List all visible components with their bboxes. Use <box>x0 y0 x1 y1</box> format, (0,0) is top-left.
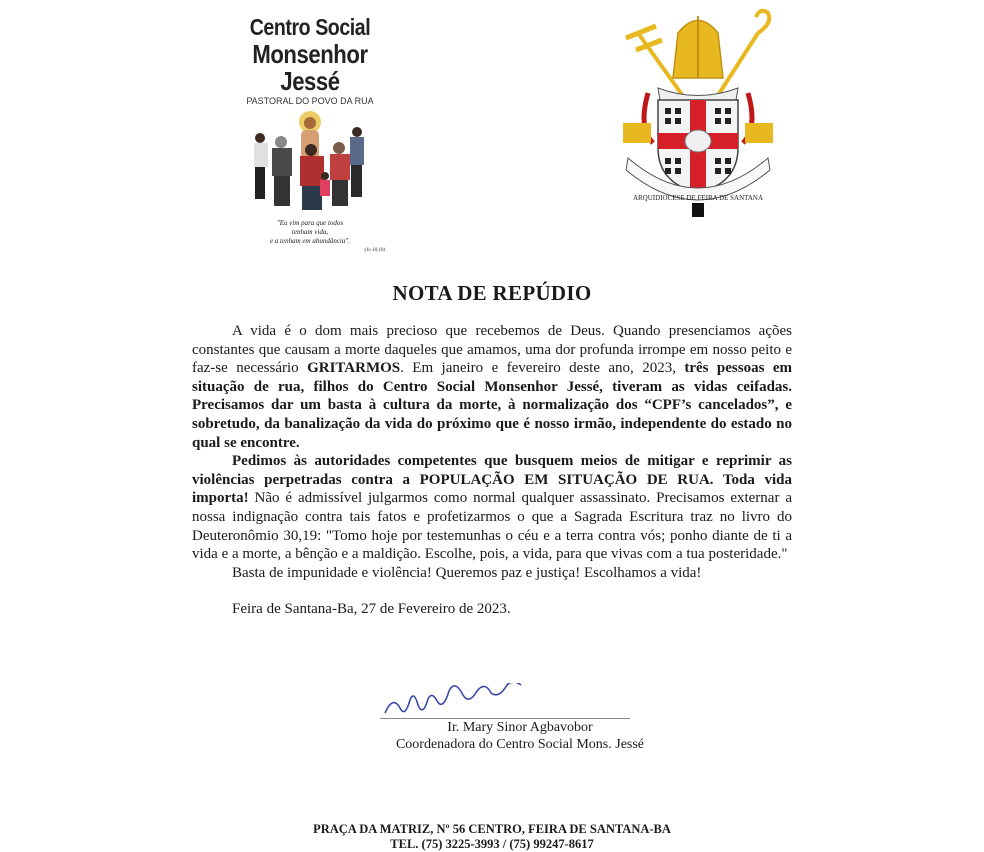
signatory <box>330 719 710 753</box>
date-line: Feira de Santana-Ba, 27 de Fevereiro de 2023. <box>232 601 511 618</box>
logo-title-line1: Centro Social <box>249 14 371 40</box>
footer <box>0 822 984 852</box>
verse-line: e a tenham em abundância". <box>269 237 351 245</box>
p1-emphasis: GRITARMOS <box>307 360 401 377</box>
paragraph-2 <box>192 452 792 564</box>
paragraph-3: Basta de impunidade e violência! Queremos paz e justiça! Escolhamos a vida! <box>232 564 702 581</box>
verse-line: "Eu vim para que todos <box>276 219 344 227</box>
centro-social-logo <box>215 14 405 255</box>
handwritten-signature-icon <box>380 683 580 723</box>
document-body <box>192 322 792 619</box>
logo-title-line2: Monsenhor Jessé <box>252 39 368 96</box>
paragraph-1 <box>192 322 792 452</box>
document-title: NOTA DE REPÚDIO <box>392 281 592 305</box>
footer-phone: TEL. (75) 3225-3993 / (75) 99247-8617 <box>390 837 594 851</box>
p1-bold-text: três pessoas em situação de rua, filhos do Centro Social Monsenhor Jessé, tiveram as vidas ceifadas. Precisamos dar um basta à cultura da morte, à normalização dos “CPF’s cancelados”, e sobretudo, da banalização da vida do próximo que é nosso irmão, independente do estado no qual se encontre. <box>192 360 792 451</box>
p1-text: . Em janeiro e fevereiro deste ano, 2023, <box>400 360 685 377</box>
archdiocese-coat-of-arms-icon <box>618 8 778 223</box>
p1-text: A vida é o dom mais precioso que recebemos de Deus. Quando presenciamos ações constantes que causam a morte daqueles que amamos, uma dor profunda irrompe em nosso peito e faz-se necessário <box>192 323 792 377</box>
scroll-text: ARQUIDIOCESE DE FEIRA DE SANTANA <box>632 194 764 202</box>
logo-subtitle: PASTORAL DO POVO DA RUA <box>246 96 374 106</box>
footer-address: PRAÇA DA MATRIZ, Nº 56 CENTRO, FEIRA DE SANTANA-BA <box>313 822 671 836</box>
p2-text: Não é admissível julgarmos como normal qualquer assassinato. Precisamos externar a nossa indignação contra tais fatos e profetizarmos o que a Sagrada Escritura traz no livro do Deuteronômio 30,19: "Tomo hoje por testemunhas o céu e a terra contra vós; ponho diante de ti a vida e a morte, a bênção e a maldição. Escolhe, pois, a vida, para que vivas com a tua posteridade." <box>192 490 792 563</box>
verse-line: tenham vida, <box>291 228 329 236</box>
p2-bold-text: Pedimos às autoridades competentes que busquem meios de mitigar e reprimir as violências perpetradas contra a POPULAÇÃO EM SITUAÇÃO DE RUA. Toda vida importa! <box>192 453 792 507</box>
bible-verse <box>215 219 405 255</box>
signatory-name: Ir. Mary Sinor Agbavobor <box>447 720 593 735</box>
signatory-role: Coordenadora do Centro Social Mons. Jessé <box>395 737 645 752</box>
people-illustration-icon <box>245 110 375 215</box>
verse-reference: (Jo 10,10) <box>364 248 385 253</box>
